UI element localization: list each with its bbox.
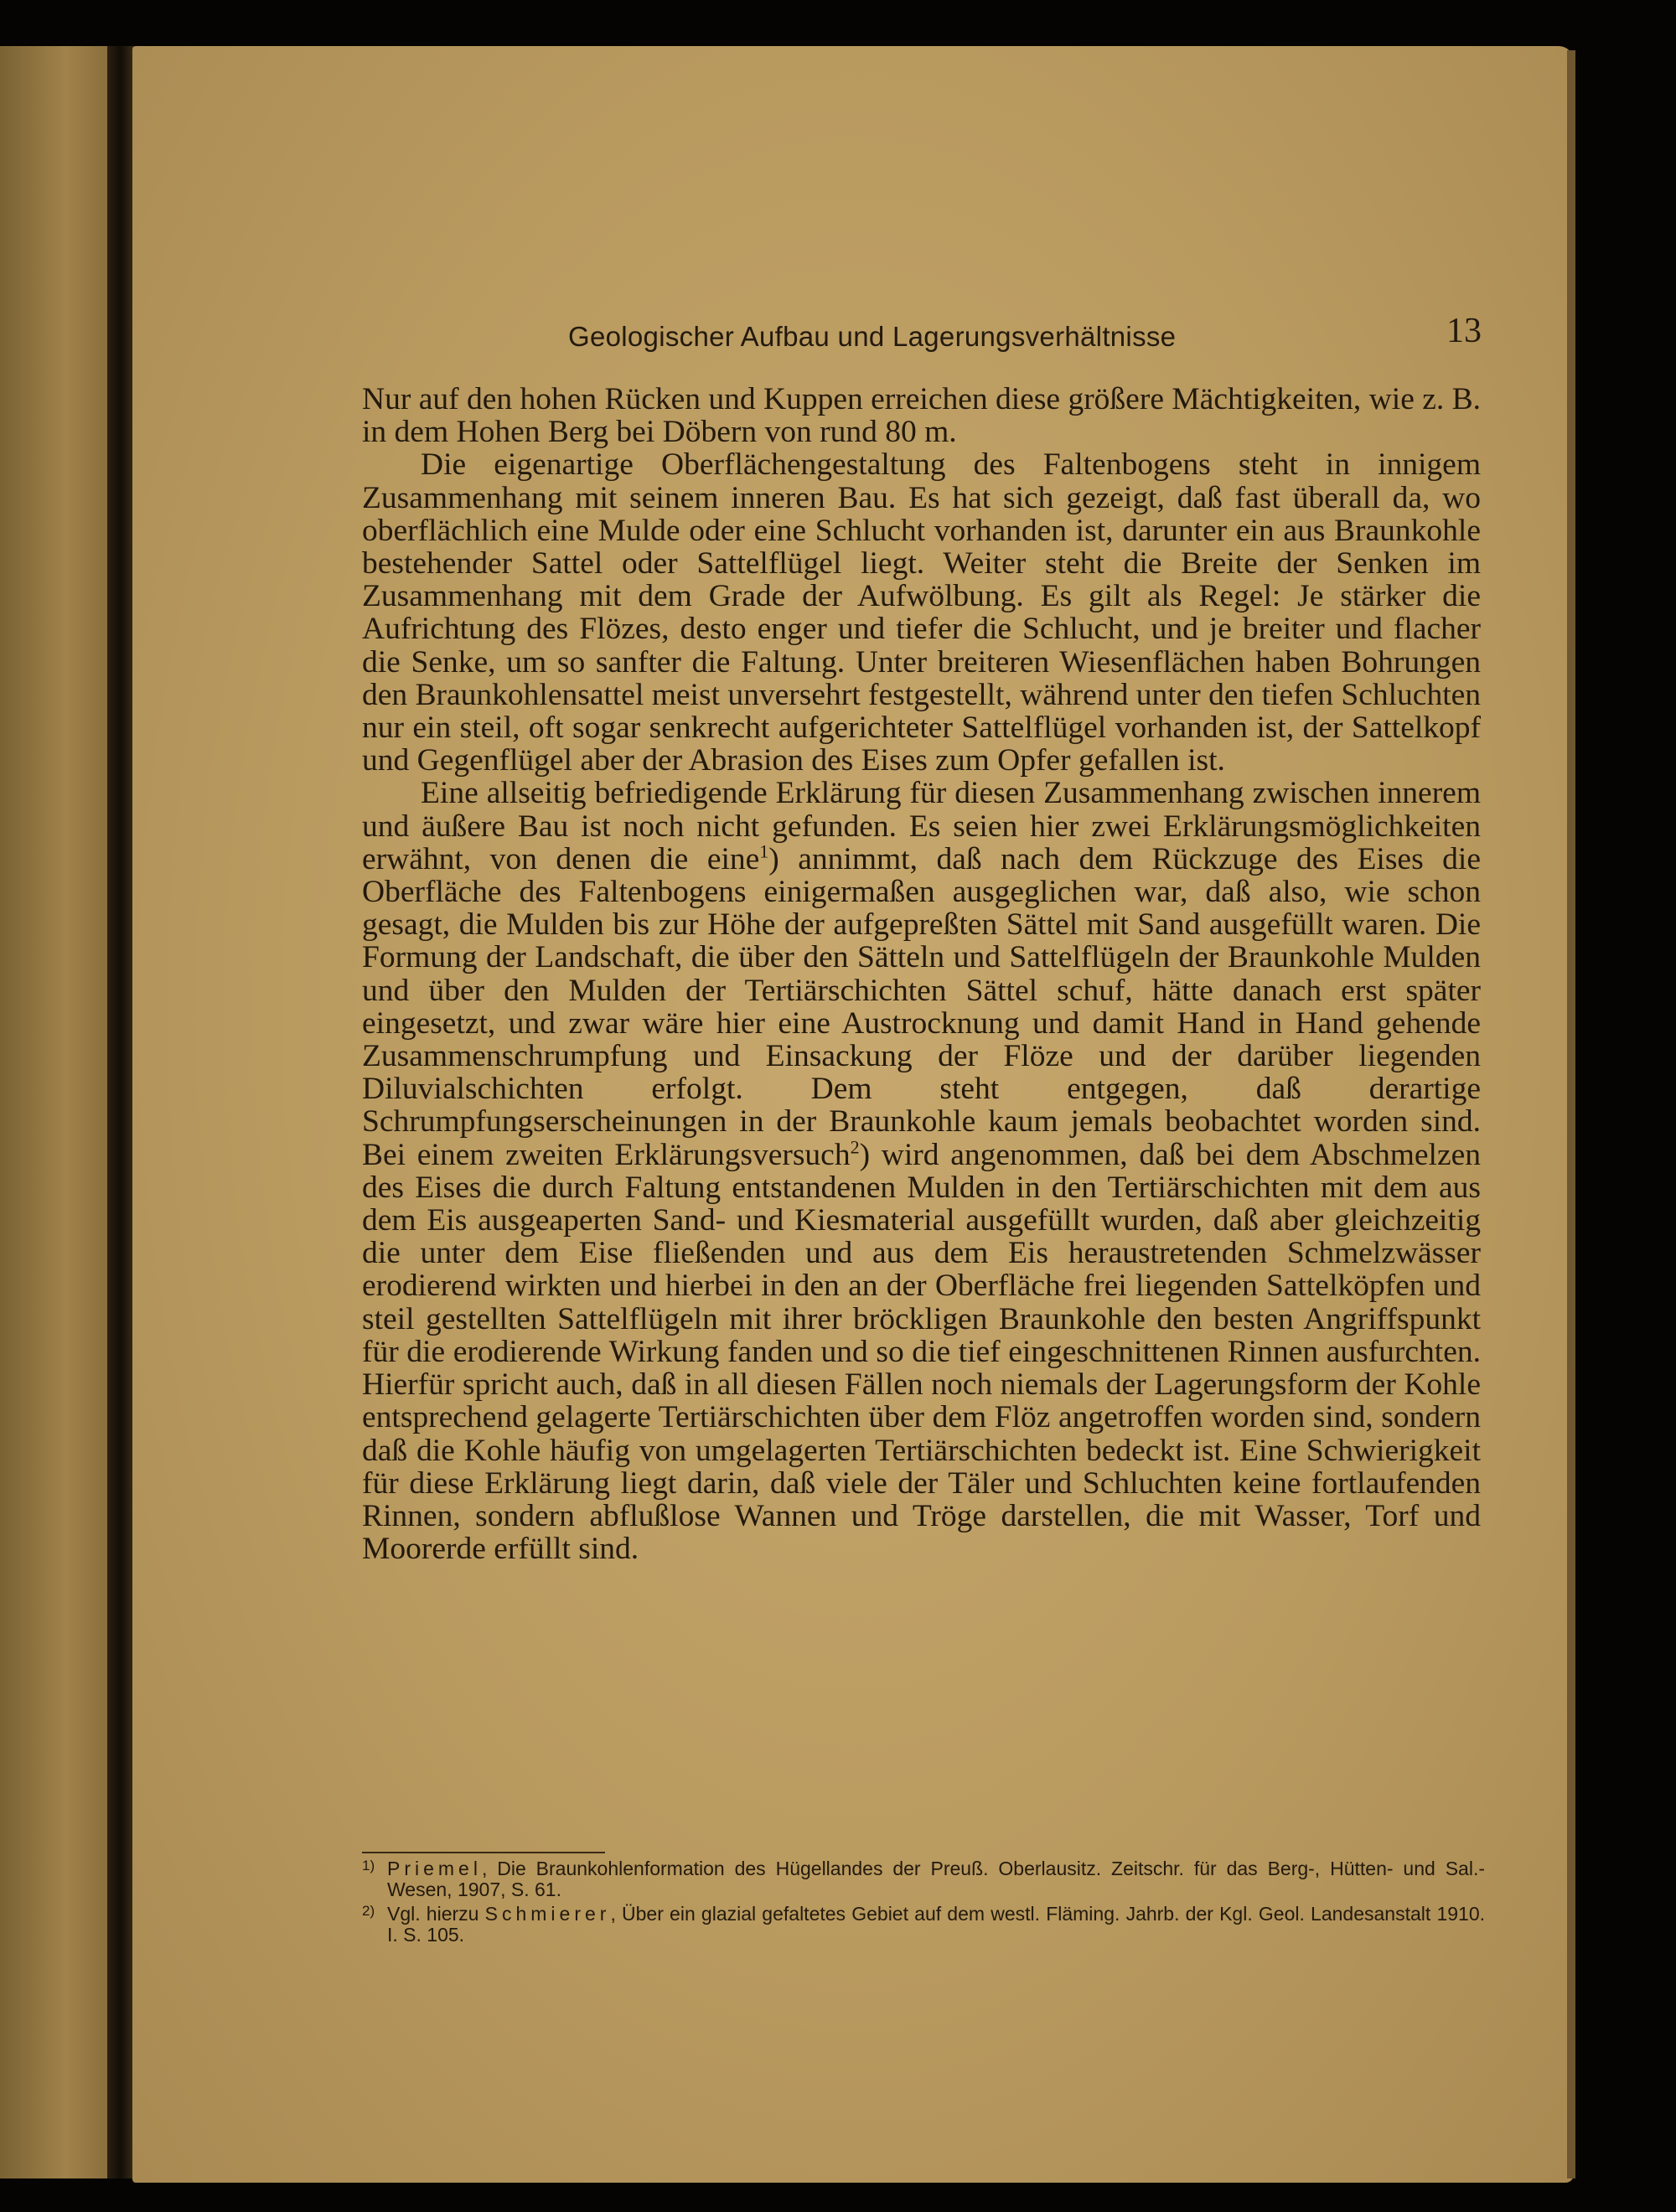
footnote-rule	[362, 1852, 605, 1853]
book-gutter	[107, 46, 134, 2178]
footnote-2-prefix: Vgl. hierzu	[387, 1903, 485, 1925]
footnotes	[362, 1858, 1485, 1949]
paragraph-3-part-3: ) wird angenommen, daß bei dem Abschmelzen des Eises die durch Faltung entstandenen Mulden in den Tertiärschichten mit dem aus dem Eis ausgeaperten Sand- und Kiesmaterial ausgefüllt wurden, daß aber gleichzeitig die unter dem Eise fließenden und aus dem Eis heraustretenden Schmelzwässer erodierend wirkten und hierbei in den an der Oberfläche frei liegenden Sattelköpfen und steil gestellten Sattelflügeln mit ihrer bröckligen Braunkohle den besten Angriffspunkt für die erodierende Wirkung fanden und so die tief eingeschnittenen Rinnen ausfurchten. Hierfür spricht auch, daß in all diesen Fällen noch niemals der Lagerungsform der Kohle entsprechend gelagerte Tertiärschichten über dem Flöz angetroffen worden sind, sondern daß die Kohle häufig von umgelagerten Tertiärschichten bedeckt ist. Eine Schwierigkeit für diese Erklärung liegt darin, daß viele der Täler und Schluchten keine fortlaufenden Rinnen, sondern abflußlose Wannen und Tröge darstellen, die mit Wasser, Torf und Moorerde erfüllt sind.	[362, 1137, 1481, 1567]
paragraph-3-part-2: ) annimmt, daß nach dem Rückzuge des Eises die Oberfläche des Faltenbogens einigermaßen ausgeglichen war, daß also, wie schon gesagt, die Mulden bis zur Höhe der aufgepreßten Sättel mit Sand ausgefüllt waren. Die Formung der Landschaft, die über den Sätteln und Sattelflügeln der Braunkohle Mulden und über den Mulden der Tertiärschichten Sättel schuf, hätte danach erst später eingesetzt, und zwar wäre hier eine Austrocknung und damit Hand in Hand gehende Zusammenschrumpfung und Einsackung der Flöze und der darüber liegenden Diluvialschichten erfolgt. Dem steht entgegen, daß derartige Schrumpfungserscheinungen in der Braunkohle kaum jemals beobachtet worden sind. Bei einem zweiten Erklärungsversuch	[362, 841, 1481, 1172]
left-facing-page-edge	[0, 46, 109, 2178]
footnote-mark-1: 1)	[362, 1858, 375, 1873]
footnote-ref-2: 2	[850, 1136, 860, 1158]
paragraph-3	[362, 777, 1481, 1565]
paragraph-1: Nur auf den hohen Rücken und Kuppen erreichen diese größere Mächtigkeiten, wie z. B. in dem Hohen Berg bei Döbern von rund 80 m.	[362, 382, 1481, 450]
running-head: Geologischer Aufbau und Lagerungsverhältnisse	[568, 321, 1177, 352]
body-text	[362, 383, 1481, 1565]
footnote-1-author: Priemel	[387, 1858, 482, 1879]
book-page	[132, 46, 1574, 2183]
footnote-2-text: , Über ein glazial gefaltetes Gebiet auf dem westl. Fläming. Jahrb. der Kgl. Geol. Landesanstalt 1910. I. S. 105.	[387, 1903, 1485, 1946]
page-header	[568, 271, 1482, 363]
footnote-mark-2: 2)	[362, 1903, 375, 1919]
page-number: 13	[1446, 312, 1482, 350]
footnote-ref-1: 1	[759, 840, 769, 862]
page-fore-edge	[1567, 50, 1575, 2178]
paragraph-2: Die eigenartige Oberflächengestaltung des Faltenbogens steht in innigem Zusammenhang mit seinem inneren Bau. Es hat sich gezeigt, daß fast überall da, wo oberflächlich eine Mulde oder eine Schlucht vorhanden ist, darunter ein aus Braunkohle bestehender Sattel oder Sattelflügel liegt. Weiter steht die Breite der Senken im Zusammenhang mit dem Grade der Aufwölbung. Es gilt als Regel: Je stärker die Aufrichtung des Flözes, desto enger und tiefer die Schlucht, und je breiter und flacher die Senke, um so sanfter die Faltung. Unter breiteren Wiesenflächen haben Bohrungen den Braunkohlensattel meist unversehrt festgestellt, während unter den tiefen Schluchten nur ein steil, oft sogar senkrecht aufgerichteter Sattelflügel vorhanden ist, der Sattelkopf und Gegenflügel aber der Abrasion des Eises zum Opfer gefallen ist.	[362, 447, 1482, 778]
footnote-2-author: Schmierer	[484, 1903, 611, 1925]
paragraph-3-part-1: Eine allseitig befriedigende Erklärung für diesen Zusammenhang zwischen innerem und äußere Bau ist noch nicht gefunden. Es seien hier zwei Erklärungsmöglichkeiten erwähnt, von denen die eine	[362, 776, 1481, 876]
footnote-2	[362, 1904, 1485, 1946]
footnote-1	[362, 1858, 1485, 1900]
footnote-1-text: , Die Braunkohlenformation des Hügellandes der Preuß. Oberlausitz. Zeitschr. für das Berg-, Hütten- und Sal.-Wesen, 1907, S. 61.	[387, 1858, 1485, 1900]
